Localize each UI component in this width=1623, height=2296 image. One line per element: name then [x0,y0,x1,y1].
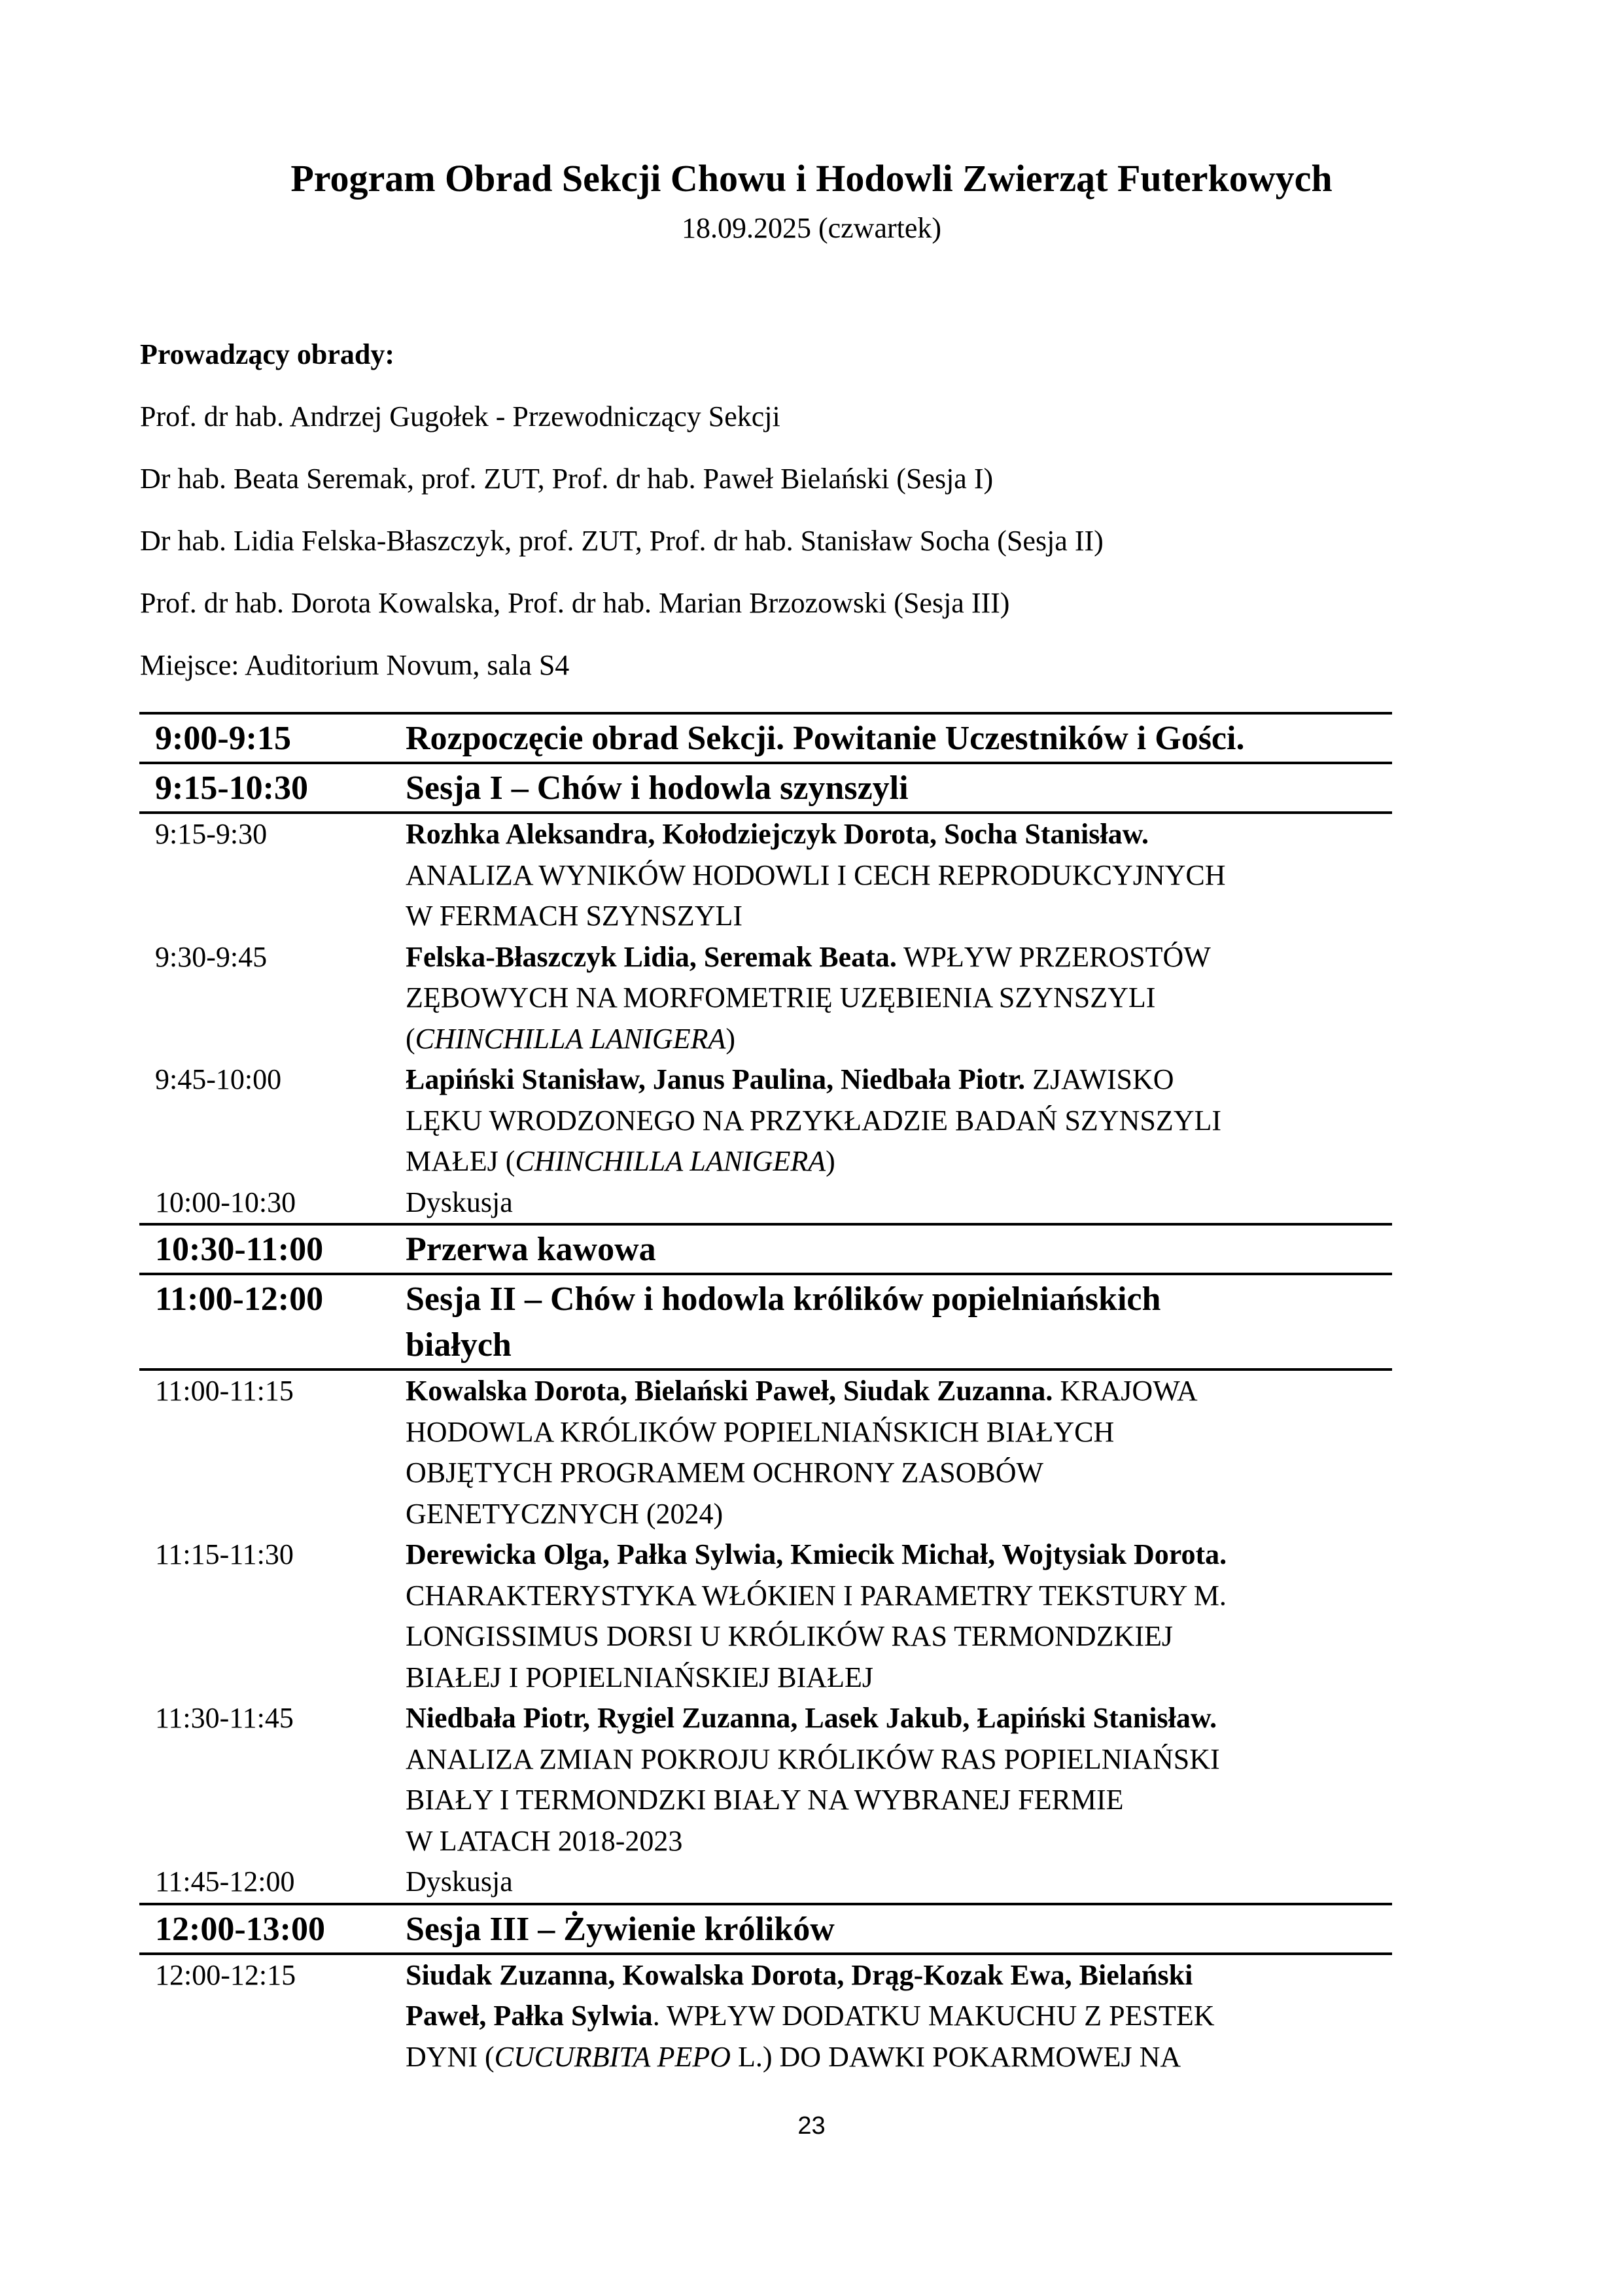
event-date: 18.09.2025 (czwartek) [681,212,942,244]
talk-row [139,1534,1392,1698]
talk-title: ZJAWISKO [1032,1063,1174,1095]
schedule-row-opening [139,712,1392,762]
break-time: 10:30-11:00 [155,1231,324,1268]
talk-title-line: BIAŁY I TERMONDZKI BIAŁY NA WYBRANEJ FERMIE [406,1784,1124,1816]
talk-content [406,1371,1392,1534]
talk-title-line: ANALIZA WYNIKÓW HODOWLI I CECH REPRODUKCYJNYCH [406,858,1226,891]
talk-authors: Siudak Zuzanna, Kowalska Dorota, Drąg-Kozak Ewa, Bielański [406,1958,1193,1991]
talk-time: 9:15-9:30 [155,818,268,850]
chairs-section [140,337,1104,710]
venue: Miejsce: Auditorium Novum, sala S4 [140,649,570,681]
chair-line: Prof. dr hab. Andrzej Gugołek - Przewodniczący Sekcji [140,400,780,433]
talk-title-line: HODOWLA KRÓLIKÓW POPIELNIAŃSKICH BIAŁYCH [406,1415,1115,1448]
talk-title: . WPŁYW DODATKU MAKUCHU Z PESTEK [652,2000,1215,2032]
discussion-label: Dyskusja [406,1865,513,1898]
talk-time: 11:15-11:30 [155,1538,294,1570]
chairs-heading: Prowadzący obrady: [140,338,395,370]
talk-content [406,1698,1392,1862]
schedule-table [139,712,1392,2077]
talk-title-line: OBJĘTYCH PROGRAMEM OCHRONY ZASOBÓW [406,1457,1044,1489]
talk-title-line: ZĘBOWYCH NA MORFOMETRIĘ UZĘBIENIA SZYNSZYLI [406,981,1156,1014]
session-header [139,1273,1392,1368]
session-header [139,762,1392,811]
talk-row [139,937,1392,1060]
talk-title-line: GENETYCZNYCH (2024) [406,1497,724,1530]
talk-row [139,1952,1392,2078]
session-title: Sesja I – Chów i hodowla szynszyli [406,769,909,807]
talk-title-line: LONGISSIMUS DORSI U KRÓLIKÓW RAS TERMONDZKIEJ [406,1620,1173,1652]
talk-authors: Derewicka Olga, Pałka Sylwia, Kmiecik Michał, Wojtysiak Dorota. [406,1538,1227,1570]
session-header [139,1903,1392,1952]
talk-title: KRAJOWA [1060,1375,1198,1407]
session-title-line: Sesja II – Chów i hodowla królików popielniańskich [406,1280,1161,1318]
talk-content [406,814,1392,937]
discussion-row [139,1862,1392,1903]
session-title [406,1275,1392,1368]
talk-title: MAŁEJ ( [406,1145,515,1177]
talk-title-line: LĘKU WRODZONEGO NA PRZYKŁADZIE BADAŃ SZYNSZYLI [406,1104,1221,1137]
talk-time: 9:30-9:45 [155,940,268,973]
session-title: Sesja III – Żywienie królików [406,1910,835,1948]
talk-title-line: W FERMACH SZYNSZYLI [406,900,743,932]
talk-authors: Łapiński Stanisław, Janus Paulina, Niedbała Piotr. [406,1063,1026,1095]
talk-title: DYNI ( [406,2040,495,2073]
talk-time: 11:45-12:00 [155,1865,295,1898]
talk-title-line: ANALIZA ZMIAN POKROJU KRÓLIKÓW RAS POPIELNIAŃSKI [406,1742,1220,1775]
talk-authors: Kowalska Dorota, Bielański Paweł, Siudak Zuzanna. [406,1375,1053,1407]
session-time: 9:15-10:30 [155,769,308,807]
paren: ) [826,1145,835,1177]
talk-title: WPŁYW PRZEROSTÓW [903,940,1211,973]
break-title: Przerwa kawowa [406,1231,656,1268]
chair-line: Dr hab. Beata Seremak, prof. ZUT, Prof. dr hab. Paweł Bielański (Sesja I) [140,463,994,495]
talk-content [406,1955,1392,2078]
discussion-row [139,1182,1392,1224]
talk-title-line: BIAŁEJ I POPIELNIAŃSKIEJ BIAŁEJ [406,1661,873,1693]
species-name: CHINCHILLA LANIGERA [415,1022,726,1055]
talk-title-line: CHARAKTERYSTYKA WŁÓKIEN I PARAMETRY TEKSTURY M. [406,1579,1227,1612]
talk-authors: Felska-Błaszczyk Lidia, Seremak Beata. [406,940,897,973]
talk-row [139,1698,1392,1862]
session-time: 11:00-12:00 [155,1280,324,1318]
talk-authors: Paweł, Pałka Sylwia [406,2000,653,2032]
talk-row [139,1368,1392,1534]
paren: ( [406,1022,415,1055]
talk-time: 11:30-11:45 [155,1702,294,1734]
talk-time: 10:00-10:30 [155,1186,296,1218]
session-time: 12:00-13:00 [155,1910,325,1948]
species-name: CHINCHILLA LANIGERA [515,1145,826,1177]
talk-authors: Rozhka Aleksandra, Kołodziejczyk Dorota, Socha Stanisław. [406,818,1149,850]
page-number: 23 [797,2112,826,2140]
paren: ) [725,1022,735,1055]
talk-title-line: W LATACH 2018-2023 [406,1824,683,1857]
row-time: 9:00-9:15 [155,720,291,757]
talk-row [139,811,1392,937]
chair-line: Dr hab. Lidia Felska-Błaszczyk, prof. ZUT, Prof. dr hab. Stanisław Socha (Sesja II) [140,525,1104,557]
talk-authors: Niedbała Piotr, Rygiel Zuzanna, Lasek Jakub, Łapiński Stanisław. [406,1702,1217,1734]
species-name: CUCURBITA PEPO [494,2040,731,2073]
talk-time: 9:45-10:00 [155,1063,282,1095]
talk-title: L.) DO DAWKI POKARMOWEJ NA [731,2040,1181,2073]
break-row [139,1223,1392,1273]
row-title: Rozpoczęcie obrad Sekcji. Powitanie Uczestników i Gości. [406,720,1245,757]
session-title-line: białych [406,1326,512,1364]
talk-time: 12:00-12:15 [155,1958,296,1991]
discussion-label: Dyskusja [406,1186,513,1218]
page-title: Program Obrad Sekcji Chowu i Hodowli Zwierząt Futerkowych [290,157,1333,200]
chair-line: Prof. dr hab. Dorota Kowalska, Prof. dr hab. Marian Brzozowski (Sesja III) [140,587,1010,619]
talk-content [406,1534,1392,1698]
talk-content [406,937,1392,1060]
talk-time: 11:00-11:15 [155,1375,294,1407]
talk-row [139,1059,1392,1182]
talk-content [406,1059,1392,1182]
